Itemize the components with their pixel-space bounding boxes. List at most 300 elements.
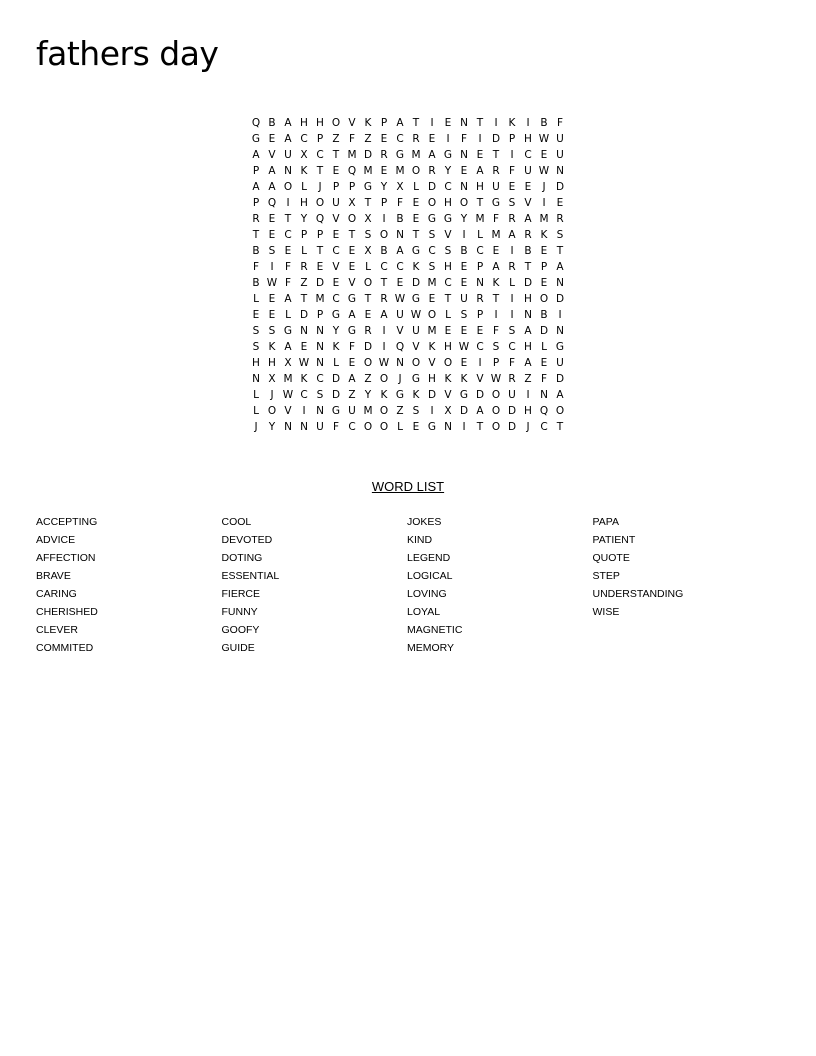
word-list-item: PAPA: [592, 516, 619, 528]
grid-letter: T: [252, 229, 260, 241]
grid-letter: D: [555, 373, 565, 385]
grid-letter: A: [380, 309, 388, 321]
grid-letter: E: [268, 309, 276, 321]
grid-letter: O: [491, 421, 501, 433]
grid-letter: H: [524, 405, 532, 417]
grid-letter: I: [302, 405, 306, 417]
grid-letter: O: [555, 405, 565, 417]
grid-letter: R: [556, 213, 564, 225]
grid-letter: N: [556, 325, 564, 337]
grid-letter: K: [268, 341, 276, 353]
grid-letter: N: [524, 309, 532, 321]
grid-row: [248, 339, 568, 355]
grid-letter: I: [494, 309, 498, 321]
grid-letter: U: [332, 197, 340, 209]
grid-letter: R: [508, 213, 516, 225]
word-list-item: ADVICE: [36, 534, 76, 546]
grid-letter: U: [348, 405, 356, 417]
grid-letter: N: [300, 421, 308, 433]
grid-letter: M: [411, 149, 421, 161]
grid-letter: D: [411, 277, 421, 289]
grid-letter: S: [428, 229, 436, 241]
grid-letter: B: [540, 309, 548, 321]
grid-letter: P: [332, 181, 340, 193]
grid-letter: I: [510, 309, 514, 321]
grid-letter: P: [252, 165, 260, 177]
grid-letter: Y: [380, 181, 388, 193]
grid-letter: L: [365, 261, 371, 273]
grid-letter: C: [444, 277, 452, 289]
grid-letter: A: [524, 357, 532, 369]
grid-letter: R: [428, 165, 436, 177]
grid-letter: K: [332, 341, 340, 353]
grid-letter: G: [443, 213, 453, 225]
grid-letter: B: [540, 117, 548, 129]
grid-row: [248, 179, 568, 195]
grid-letter: T: [412, 117, 420, 129]
grid-letter: E: [252, 309, 260, 321]
grid-letter: H: [268, 357, 276, 369]
grid-letter: M: [395, 165, 405, 177]
grid-letter: U: [492, 181, 500, 193]
word-list: [36, 513, 780, 657]
word-column: [36, 513, 222, 657]
grid-letter: C: [348, 421, 356, 433]
word-list-item: JOKES: [407, 516, 442, 528]
grid-letter: A: [492, 261, 500, 273]
grid-letter: T: [412, 229, 420, 241]
grid-letter: O: [347, 213, 357, 225]
grid-letter: B: [396, 213, 404, 225]
grid-letter: T: [316, 165, 324, 177]
grid-letter: I: [558, 309, 562, 321]
grid-letter: G: [491, 197, 501, 209]
grid-letter: N: [476, 277, 484, 289]
grid-letter: T: [316, 245, 324, 257]
grid-letter: E: [332, 229, 340, 241]
grid-letter: S: [268, 245, 276, 257]
word-list-item: MAGNETIC: [407, 624, 463, 636]
grid-letter: N: [396, 357, 404, 369]
grid-letter: E: [268, 293, 276, 305]
word-list-item: LOVING: [407, 588, 447, 600]
grid-letter: Q: [539, 405, 549, 417]
grid-letter: K: [444, 373, 452, 385]
grid-letter: E: [540, 149, 548, 161]
grid-row: [248, 163, 568, 179]
word-column: [407, 513, 593, 657]
grid-letter: E: [508, 181, 516, 193]
grid-letter: T: [364, 197, 372, 209]
grid-letter: E: [460, 277, 468, 289]
grid-letter: D: [299, 309, 309, 321]
grid-letter: O: [411, 165, 421, 177]
grid-letter: H: [524, 341, 532, 353]
grid-letter: I: [286, 197, 290, 209]
grid-letter: I: [510, 293, 514, 305]
grid-letter: N: [460, 149, 468, 161]
grid-letter: T: [476, 117, 484, 129]
grid-letter: K: [492, 277, 500, 289]
grid-letter: I: [510, 149, 514, 161]
grid-letter: A: [428, 149, 436, 161]
grid-letter: F: [556, 117, 564, 129]
grid-letter: I: [446, 133, 450, 145]
grid-letter: G: [411, 245, 421, 257]
grid-letter: A: [268, 181, 276, 193]
grid-letter: V: [284, 405, 292, 417]
grid-letter: Y: [460, 213, 468, 225]
grid-letter: J: [398, 373, 402, 385]
grid-row: [248, 115, 568, 131]
grid-letter: J: [542, 181, 546, 193]
grid-letter: T: [556, 421, 564, 433]
grid-letter: F: [460, 133, 468, 145]
grid-letter: P: [252, 197, 260, 209]
grid-letter: Z: [332, 133, 340, 145]
grid-letter: U: [316, 421, 324, 433]
grid-letter: I: [542, 197, 546, 209]
grid-letter: X: [268, 373, 276, 385]
word-list-item: BRAVE: [36, 570, 71, 582]
grid-letter: D: [555, 293, 565, 305]
grid-letter: E: [476, 149, 484, 161]
grid-letter: Q: [347, 165, 357, 177]
grid-letter: Y: [444, 165, 452, 177]
grid-letter: R: [380, 149, 388, 161]
word-list-item: CLEVER: [36, 624, 79, 636]
grid-letter: V: [348, 117, 356, 129]
grid-letter: V: [476, 373, 484, 385]
grid-letter: R: [476, 293, 484, 305]
grid-letter: L: [397, 421, 403, 433]
grid-letter: O: [379, 421, 389, 433]
grid-row: [248, 307, 568, 323]
grid-letter: T: [300, 293, 308, 305]
grid-letter: E: [428, 133, 436, 145]
grid-letter: A: [476, 165, 484, 177]
grid-letter: T: [492, 293, 500, 305]
grid-letter: C: [428, 245, 436, 257]
grid-letter: E: [284, 245, 292, 257]
grid-letter: H: [300, 197, 308, 209]
grid-letter: A: [524, 325, 532, 337]
word-list-item: DEVOTED: [221, 534, 273, 546]
grid-letter: A: [284, 341, 292, 353]
grid-letter: W: [394, 293, 406, 305]
grid-letter: Y: [300, 213, 308, 225]
grid-letter: N: [460, 117, 468, 129]
grid-letter: R: [412, 133, 420, 145]
grid-letter: G: [283, 325, 293, 337]
grid-letter: S: [364, 229, 372, 241]
grid-letter: I: [478, 357, 482, 369]
grid-letter: O: [363, 357, 373, 369]
grid-letter: E: [540, 277, 548, 289]
grid-letter: U: [556, 149, 564, 161]
grid-letter: X: [364, 245, 372, 257]
grid-letter: P: [540, 261, 548, 273]
grid-letter: Z: [300, 277, 308, 289]
grid-letter: C: [508, 341, 516, 353]
grid-letter: O: [379, 405, 389, 417]
grid-letter: F: [396, 197, 404, 209]
grid-letter: M: [539, 213, 549, 225]
grid-letter: W: [538, 133, 550, 145]
word-list-item: AFFECTION: [36, 552, 96, 564]
grid-letter: V: [332, 213, 340, 225]
grid-letter: P: [348, 181, 356, 193]
grid-letter: C: [396, 261, 404, 273]
grid-letter: L: [509, 277, 515, 289]
grid-letter: E: [460, 357, 468, 369]
word-column: [593, 513, 779, 657]
grid-letter: K: [300, 373, 308, 385]
grid-letter: U: [556, 357, 564, 369]
grid-letter: N: [252, 373, 260, 385]
grid-letter: R: [492, 165, 500, 177]
grid-letter: G: [251, 133, 261, 145]
grid-letter: E: [364, 309, 372, 321]
grid-letter: S: [268, 325, 276, 337]
grid-letter: O: [267, 405, 277, 417]
grid-letter: M: [363, 405, 373, 417]
grid-letter: N: [316, 357, 324, 369]
grid-letter: T: [476, 197, 484, 209]
grid-letter: T: [556, 245, 564, 257]
grid-letter: T: [492, 149, 500, 161]
grid-letter: M: [427, 277, 437, 289]
grid-letter: O: [315, 197, 325, 209]
grid-letter: E: [380, 133, 388, 145]
grid-letter: U: [556, 133, 564, 145]
grid-letter: B: [252, 277, 260, 289]
grid-letter: N: [284, 421, 292, 433]
word-list-item: GOOFY: [221, 624, 260, 636]
grid-letter: T: [348, 229, 356, 241]
grid-letter: C: [444, 181, 452, 193]
grid-letter: B: [252, 245, 260, 257]
grid-letter: F: [508, 165, 516, 177]
grid-letter: Z: [364, 373, 372, 385]
grid-letter: U: [412, 325, 420, 337]
grid-letter: K: [300, 165, 308, 177]
grid-letter: P: [476, 309, 484, 321]
grid-letter: J: [526, 421, 530, 433]
grid-letter: L: [253, 389, 259, 401]
grid-letter: O: [427, 197, 437, 209]
grid-letter: O: [379, 229, 389, 241]
grid-letter: B: [524, 245, 532, 257]
grid-letter: L: [333, 357, 339, 369]
grid-letter: N: [316, 405, 324, 417]
grid-letter: G: [347, 325, 357, 337]
grid-letter: U: [396, 309, 404, 321]
grid-letter: S: [492, 341, 500, 353]
grid-letter: W: [490, 373, 502, 385]
grid-letter: G: [395, 389, 405, 401]
grid-letter: N: [396, 229, 404, 241]
grid-letter: L: [253, 405, 259, 417]
grid-letter: N: [300, 325, 308, 337]
grid-letter: C: [332, 293, 340, 305]
grid-row: [248, 355, 568, 371]
grid-row: [248, 291, 568, 307]
grid-letter: W: [378, 357, 390, 369]
grid-row: [248, 211, 568, 227]
word-list-item: CARING: [36, 588, 77, 600]
grid-letter: A: [252, 181, 260, 193]
grid-letter: P: [316, 309, 324, 321]
grid-row: [248, 387, 568, 403]
grid-letter: O: [363, 277, 373, 289]
grid-letter: N: [460, 181, 468, 193]
grid-letter: E: [476, 325, 484, 337]
grid-letter: Q: [251, 117, 261, 129]
grid-letter: D: [459, 405, 469, 417]
word-list-item: KIND: [407, 534, 433, 546]
grid-letter: P: [508, 133, 516, 145]
grid-letter: G: [411, 293, 421, 305]
grid-letter: E: [460, 165, 468, 177]
grid-letter: L: [285, 309, 291, 321]
grid-letter: E: [332, 165, 340, 177]
grid-letter: W: [410, 309, 422, 321]
grid-letter: I: [430, 405, 434, 417]
grid-letter: F: [492, 325, 500, 337]
grid-letter: S: [556, 229, 564, 241]
grid-letter: C: [380, 261, 388, 273]
grid-letter: A: [284, 133, 292, 145]
grid-letter: A: [348, 373, 356, 385]
grid-letter: M: [283, 373, 293, 385]
grid-letter: T: [380, 277, 388, 289]
grid-letter: W: [538, 165, 550, 177]
grid-letter: C: [300, 389, 308, 401]
grid-letter: T: [524, 261, 532, 273]
grid-letter: Z: [524, 373, 532, 385]
grid-letter: I: [494, 117, 498, 129]
word-list-item: FUNNY: [221, 606, 258, 618]
grid-letter: O: [491, 405, 501, 417]
grid-letter: L: [253, 293, 259, 305]
grid-letter: W: [266, 277, 278, 289]
grid-letter: D: [363, 341, 373, 353]
word-list-item: LEGEND: [407, 552, 451, 564]
grid-letter: T: [476, 421, 484, 433]
grid-letter: F: [284, 261, 292, 273]
grid-row: [248, 323, 568, 339]
grid-letter: U: [460, 293, 468, 305]
grid-letter: K: [460, 373, 468, 385]
grid-letter: E: [396, 277, 404, 289]
grid-letter: Q: [315, 213, 325, 225]
grid-letter: N: [540, 389, 548, 401]
grid-letter: O: [443, 357, 453, 369]
grid-letter: J: [254, 421, 258, 433]
grid-letter: E: [348, 245, 356, 257]
grid-letter: D: [427, 389, 437, 401]
word-list-item: MEMORY: [407, 642, 455, 654]
grid-letter: A: [268, 165, 276, 177]
grid-letter: G: [411, 373, 421, 385]
grid-letter: P: [300, 229, 308, 241]
grid-letter: E: [332, 277, 340, 289]
grid-letter: S: [444, 245, 452, 257]
grid-letter: D: [331, 389, 341, 401]
grid-letter: S: [412, 405, 420, 417]
grid-letter: E: [348, 261, 356, 273]
grid-letter: L: [445, 309, 451, 321]
word-list-item: ACCEPTING: [36, 516, 98, 528]
grid-letter: G: [363, 181, 373, 193]
grid-letter: N: [556, 277, 564, 289]
grid-letter: N: [284, 165, 292, 177]
grid-letter: E: [268, 213, 276, 225]
word-list-item: COOL: [221, 516, 252, 528]
grid-letter: E: [348, 357, 356, 369]
grid-letter: C: [476, 341, 484, 353]
grid-letter: N: [556, 165, 564, 177]
grid-letter: N: [444, 421, 452, 433]
grid-row: [248, 371, 568, 387]
grid-letter: C: [316, 373, 324, 385]
grid-letter: U: [508, 389, 516, 401]
grid-letter: D: [507, 421, 517, 433]
grid-letter: F: [508, 357, 516, 369]
grid-letter: O: [363, 421, 373, 433]
grid-row: [248, 195, 568, 211]
grid-letter: G: [427, 421, 437, 433]
grid-letter: K: [380, 389, 388, 401]
word-list-item: CHERISHED: [36, 606, 98, 618]
grid-letter: P: [380, 117, 388, 129]
grid-letter: I: [462, 229, 466, 241]
grid-letter: D: [555, 181, 565, 193]
grid-letter: D: [523, 277, 533, 289]
word-list-item: DOTING: [221, 552, 263, 564]
grid-letter: F: [540, 373, 548, 385]
grid-letter: D: [507, 405, 517, 417]
grid-letter: P: [492, 357, 500, 369]
grid-letter: R: [380, 293, 388, 305]
grid-letter: H: [444, 197, 452, 209]
grid-letter: D: [475, 389, 485, 401]
grid-letter: V: [428, 357, 436, 369]
grid-letter: A: [524, 213, 532, 225]
grid-letter: X: [364, 213, 372, 225]
grid-letter: X: [284, 357, 292, 369]
grid-letter: K: [412, 261, 420, 273]
grid-letter: B: [460, 245, 468, 257]
grid-letter: D: [427, 181, 437, 193]
grid-letter: S: [316, 389, 324, 401]
grid-letter: I: [478, 133, 482, 145]
grid-letter: S: [460, 309, 468, 321]
grid-letter: L: [477, 229, 483, 241]
grid-letter: F: [492, 213, 500, 225]
grid-letter: N: [316, 325, 324, 337]
grid-letter: I: [526, 389, 530, 401]
grid-letter: E: [444, 117, 452, 129]
grid-letter: Y: [332, 325, 340, 337]
grid-letter: I: [510, 245, 514, 257]
grid-letter: D: [539, 325, 549, 337]
grid-letter: U: [524, 165, 532, 177]
grid-letter: S: [428, 261, 436, 273]
grid-letter: I: [430, 117, 434, 129]
grid-letter: K: [412, 389, 420, 401]
